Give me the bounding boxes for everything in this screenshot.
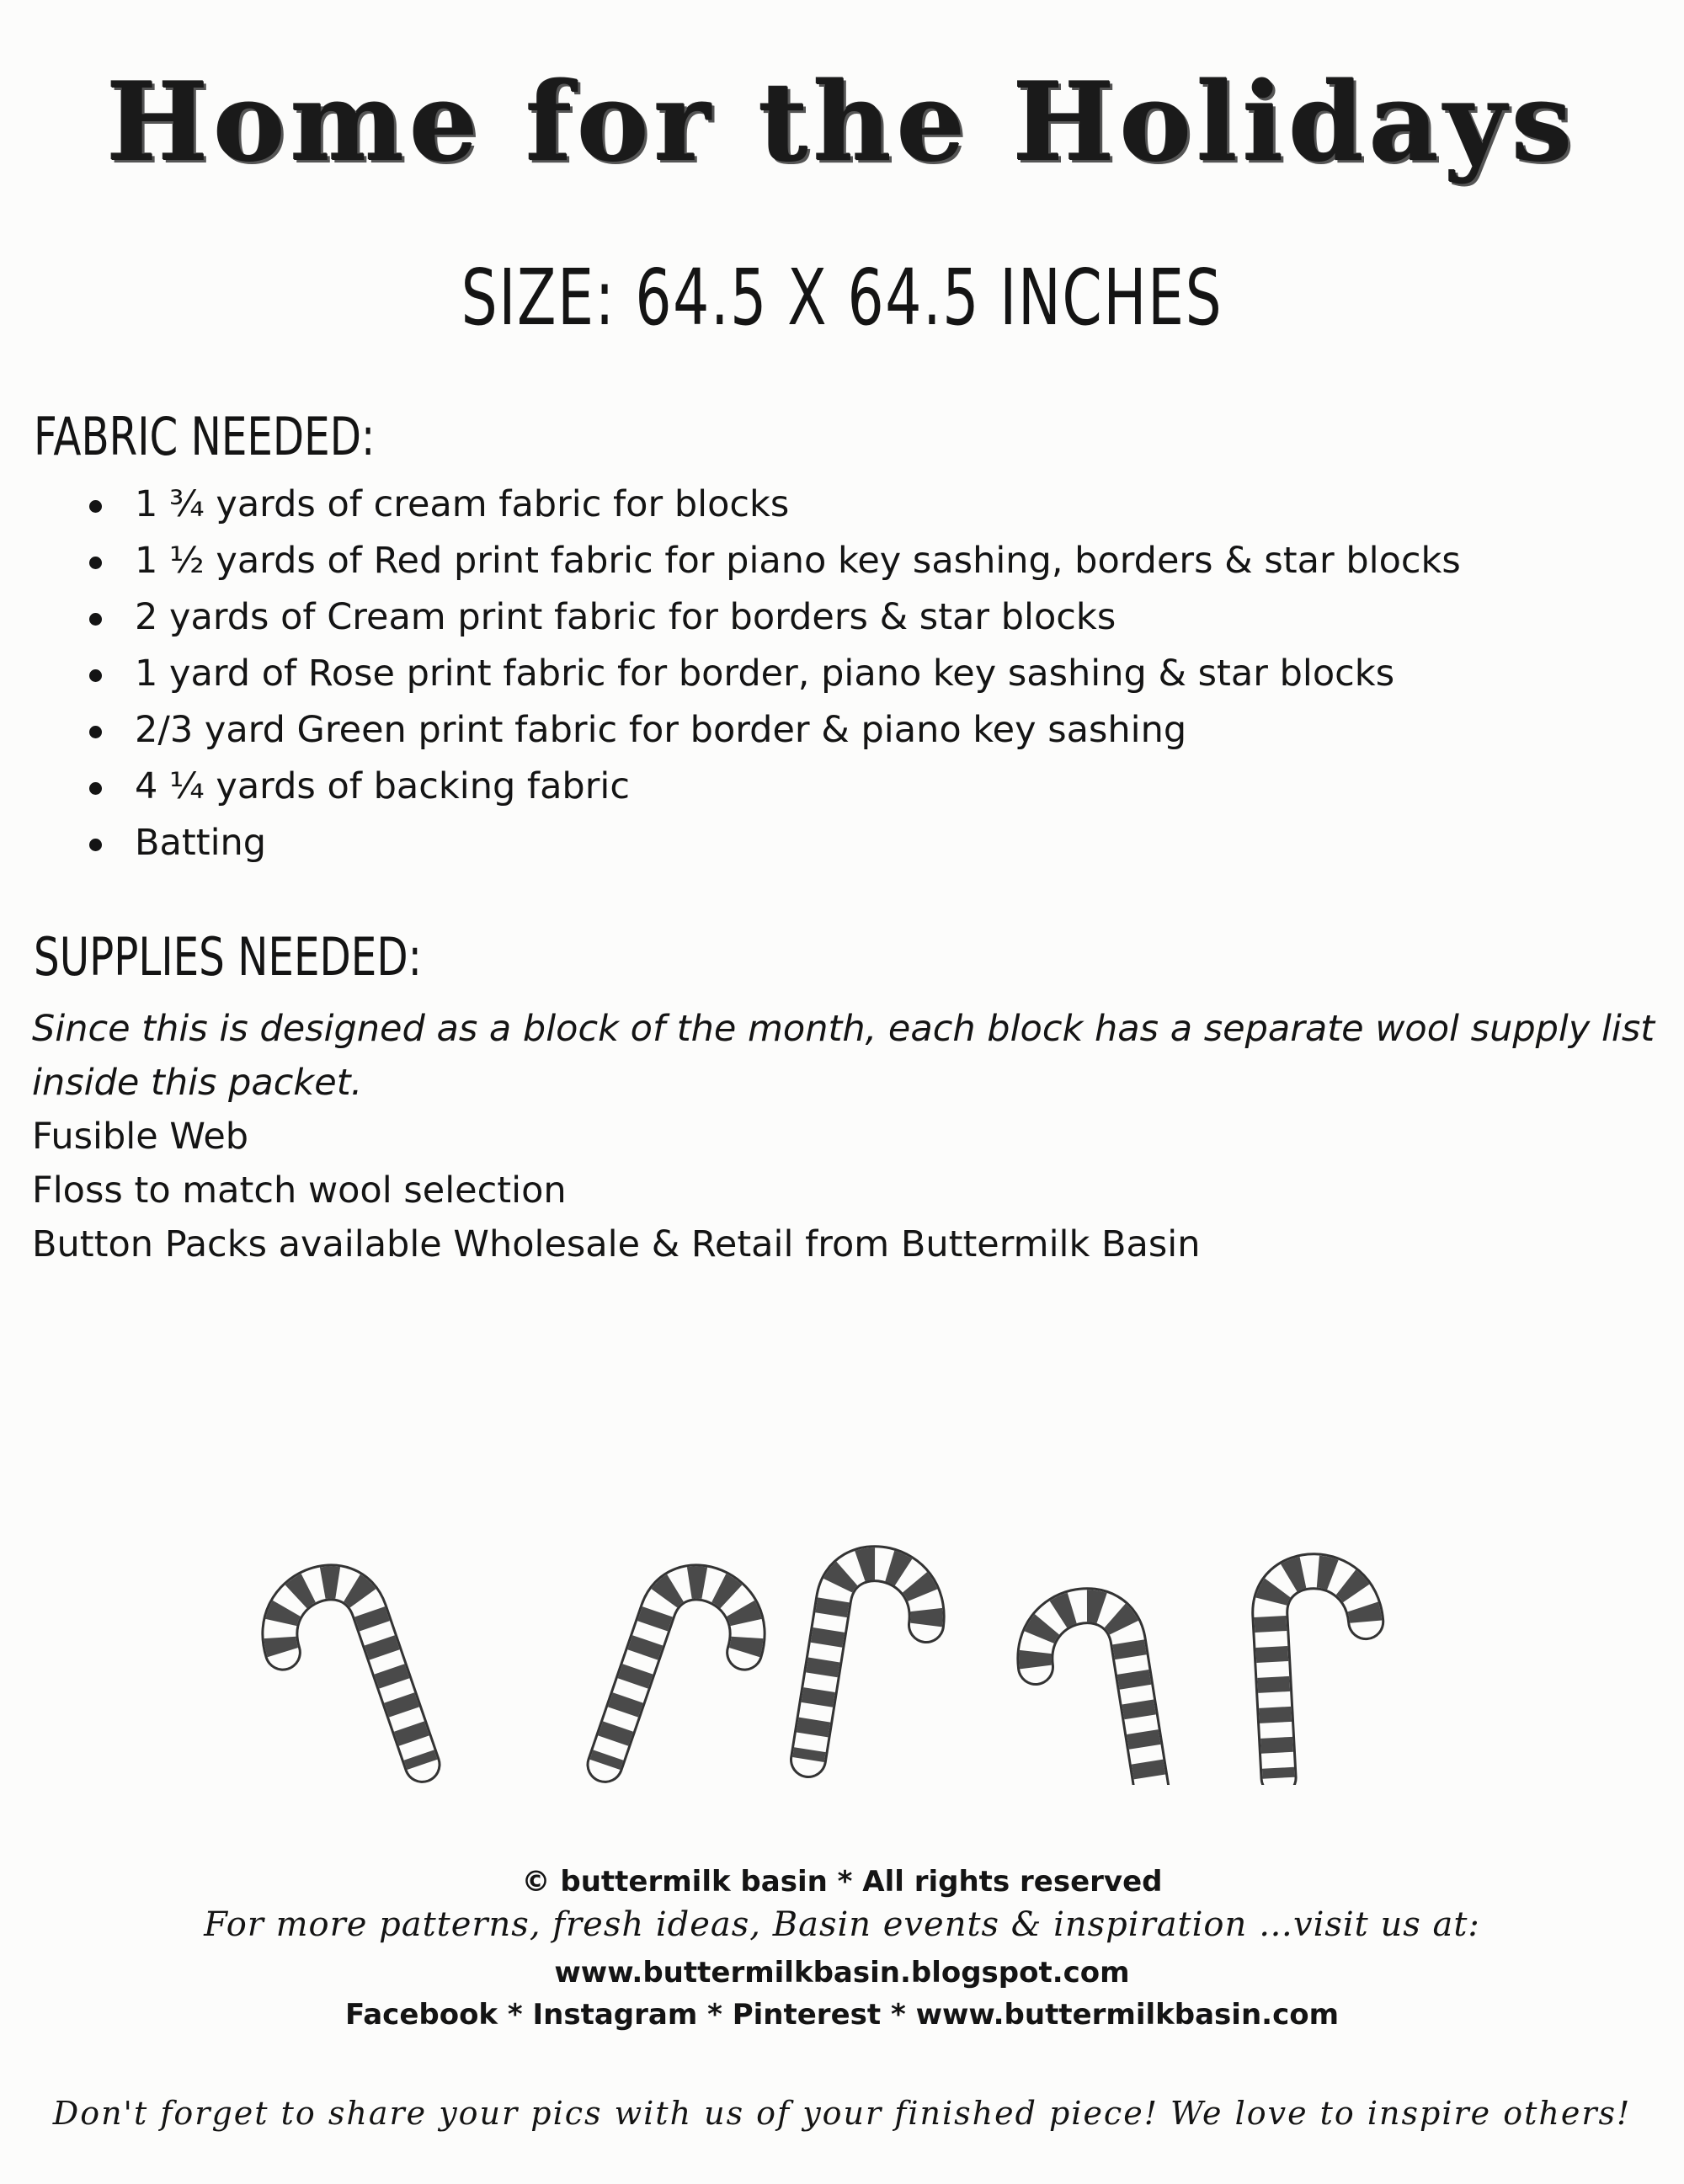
list-item: 2 yards of Cream print fabric for borders & star blocks bbox=[84, 589, 1461, 646]
copyright: © buttermilk basin * All rights reserved bbox=[521, 1865, 1163, 1899]
candy-cane-icon bbox=[808, 1563, 927, 1760]
supply-item: Floss to match wool selection bbox=[32, 1169, 567, 1212]
supply-item: Fusible Web bbox=[32, 1116, 249, 1158]
bullet-icon bbox=[89, 782, 102, 795]
fabric-needed-heading: FABRIC NEEDED: bbox=[34, 406, 376, 467]
supplies-note: Since this is designed as a block of the month, each block has a separate wool supply list bbox=[32, 1008, 1655, 1050]
supplies-note-cont: inside this packet. bbox=[32, 1062, 363, 1104]
bullet-icon bbox=[89, 839, 102, 851]
list-item: 1 ¾ yards of cream fabric for blocks bbox=[84, 477, 1461, 533]
list-item: 2/3 yard Green print fabric for border & piano key sashing bbox=[84, 702, 1461, 759]
quilt-size: SIZE: 64.5 X 64.5 INCHES bbox=[461, 253, 1223, 343]
bullet-icon bbox=[89, 726, 102, 738]
list-item: 1 ½ yards of Red print fabric for piano key sashing, borders & star blocks bbox=[84, 533, 1461, 589]
candy-cane-icon bbox=[605, 1572, 755, 1785]
supplies-list bbox=[32, 1002, 1655, 1271]
page-title: Home for the Holidays bbox=[106, 60, 1578, 186]
list-item: 4 ¼ yards of backing fabric bbox=[84, 759, 1461, 815]
bullet-icon bbox=[89, 500, 102, 513]
bullet-icon bbox=[89, 613, 102, 626]
list-item: Batting bbox=[84, 815, 1461, 871]
candy-cane-icon bbox=[1238, 1562, 1394, 1778]
fabric-list bbox=[84, 477, 1461, 871]
list-item: 1 yard of Rose print fabric for border, piano key sashing & star blocks bbox=[84, 646, 1461, 702]
social-links[interactable]: Facebook * Instagram * Pinterest * www.buttermilkbasin.com bbox=[344, 1998, 1340, 2032]
candy-canes-illustration bbox=[253, 1507, 1431, 1785]
visit-note: For more patterns, fresh ideas, Basin events & inspiration …visit us at: bbox=[204, 1905, 1480, 1944]
candy-cane-icon bbox=[1035, 1606, 1154, 1785]
candy-cane-icon bbox=[272, 1572, 423, 1785]
bullet-icon bbox=[89, 557, 102, 569]
supply-item: Button Packs available Wholesale & Retail from Buttermilk Basin bbox=[32, 1223, 1201, 1265]
blog-link[interactable]: www.buttermilkbasin.blogspot.com bbox=[554, 1956, 1130, 1990]
bullet-icon bbox=[89, 669, 102, 682]
closing-note: Don't forget to share your pics with us of your finished piece! We love to inspire others! bbox=[52, 2095, 1632, 2132]
supplies-needed-heading: SUPPLIES NEEDED: bbox=[34, 926, 422, 988]
